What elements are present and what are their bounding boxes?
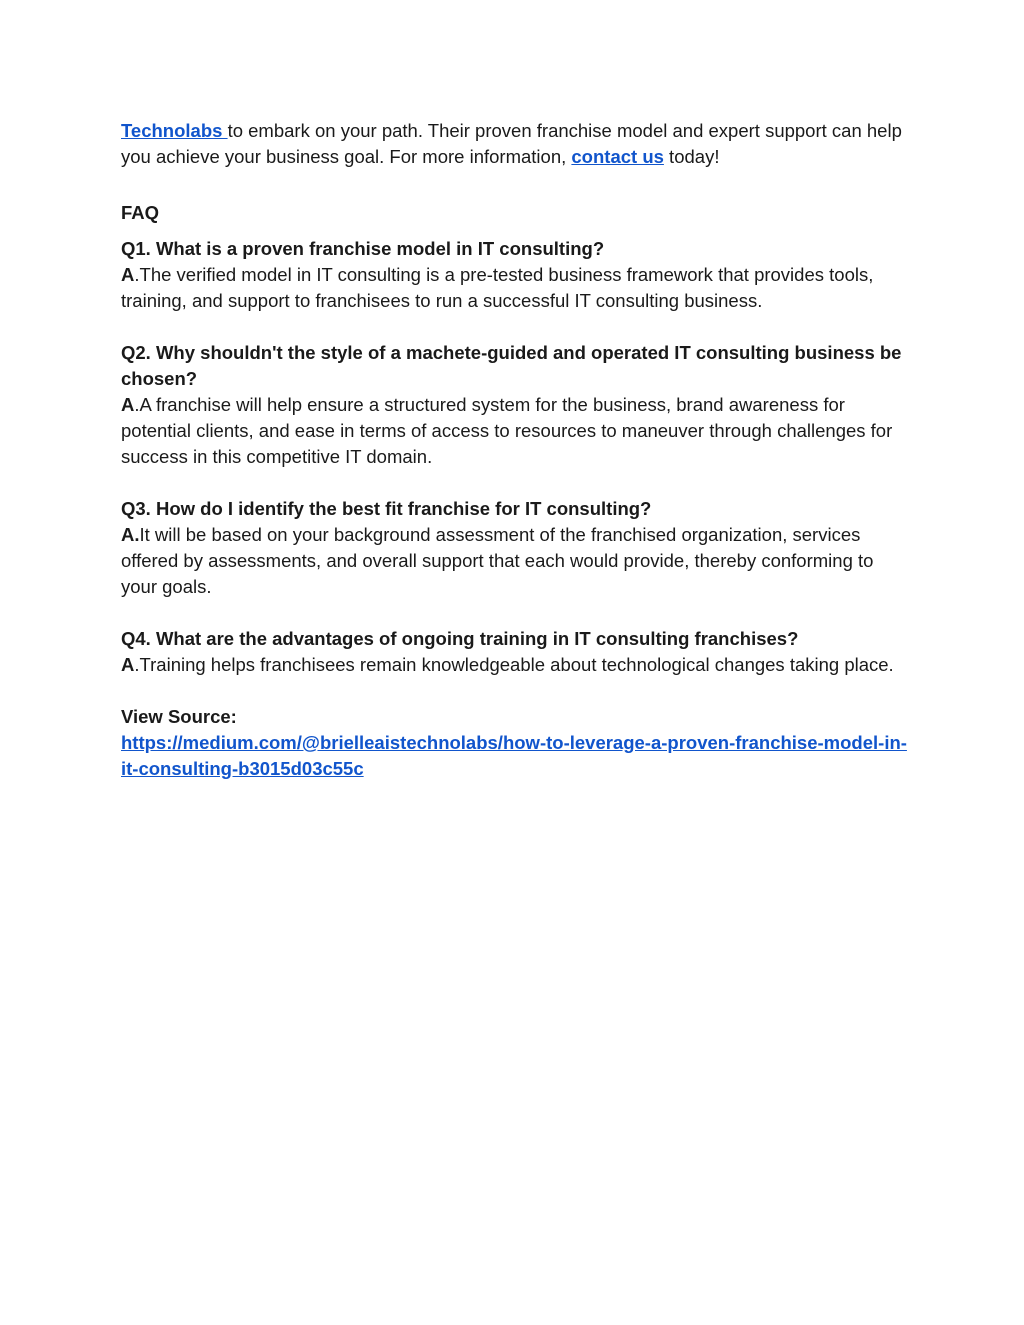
faq-question-2: Q2. Why shouldn't the style of a machete-guided and operated IT consulting business be chosen? bbox=[121, 342, 902, 389]
answer-label-2: A bbox=[121, 394, 135, 415]
technolabs-link[interactable]: Technolabs bbox=[121, 120, 228, 141]
intro-text-1: to embark on your path. Their proven franchise model and expert support can help you achieve your business goal. For more information, bbox=[121, 120, 902, 167]
answer-label-4: A bbox=[121, 654, 135, 675]
faq-item-4 bbox=[121, 626, 911, 678]
faq-answer-1 bbox=[121, 262, 911, 314]
faq-question-1: Q1. What is a proven franchise model in IT consulting? bbox=[121, 238, 605, 259]
source-url-link[interactable]: https://medium.com/@brielleaistechnolabs/how-to-leverage-a-proven-franchise-model-in-it-consulting-b3015d03c55c bbox=[121, 732, 907, 779]
intro-text-2: today! bbox=[663, 146, 720, 167]
faq-question-3: Q3. How do I identify the best fit franchise for IT consulting? bbox=[121, 498, 652, 519]
faq-item-2 bbox=[121, 340, 911, 470]
faq-answer-2 bbox=[121, 392, 911, 470]
faq-question-4: Q4. What are the advantages of ongoing training in IT consulting franchises? bbox=[121, 628, 799, 649]
view-source-label: View Source: bbox=[121, 706, 237, 727]
faq-item-1 bbox=[121, 236, 911, 314]
faq-answer-3 bbox=[121, 522, 911, 600]
answer-text-1: .The verified model in IT consulting is a pre-tested business framework that provides tools, training, and support to franchisees to run a successful IT consulting business. bbox=[121, 264, 874, 311]
answer-label-3: A. bbox=[121, 524, 140, 545]
view-source-section bbox=[121, 704, 911, 782]
faq-answer-4 bbox=[121, 652, 911, 678]
contact-us-link[interactable]: contact us bbox=[571, 146, 664, 167]
faq-item-3 bbox=[121, 496, 911, 600]
answer-label-1: A bbox=[121, 264, 135, 285]
answer-text-2: .A franchise will help ensure a structured system for the business, brand awareness for potential clients, and ease in terms of access to resources to maneuver through challenges for success in this competitive IT domain. bbox=[121, 394, 893, 467]
faq-heading: FAQ bbox=[121, 202, 160, 223]
intro-paragraph bbox=[121, 118, 911, 170]
answer-text-4: .Training helps franchisees remain knowledgeable about technological changes taking place. bbox=[134, 654, 894, 675]
answer-text-3: It will be based on your background assessment of the franchised organization, services offered by assessments, and overall support that each would provide, thereby conforming to your goals. bbox=[121, 524, 874, 597]
document-page bbox=[121, 118, 911, 782]
